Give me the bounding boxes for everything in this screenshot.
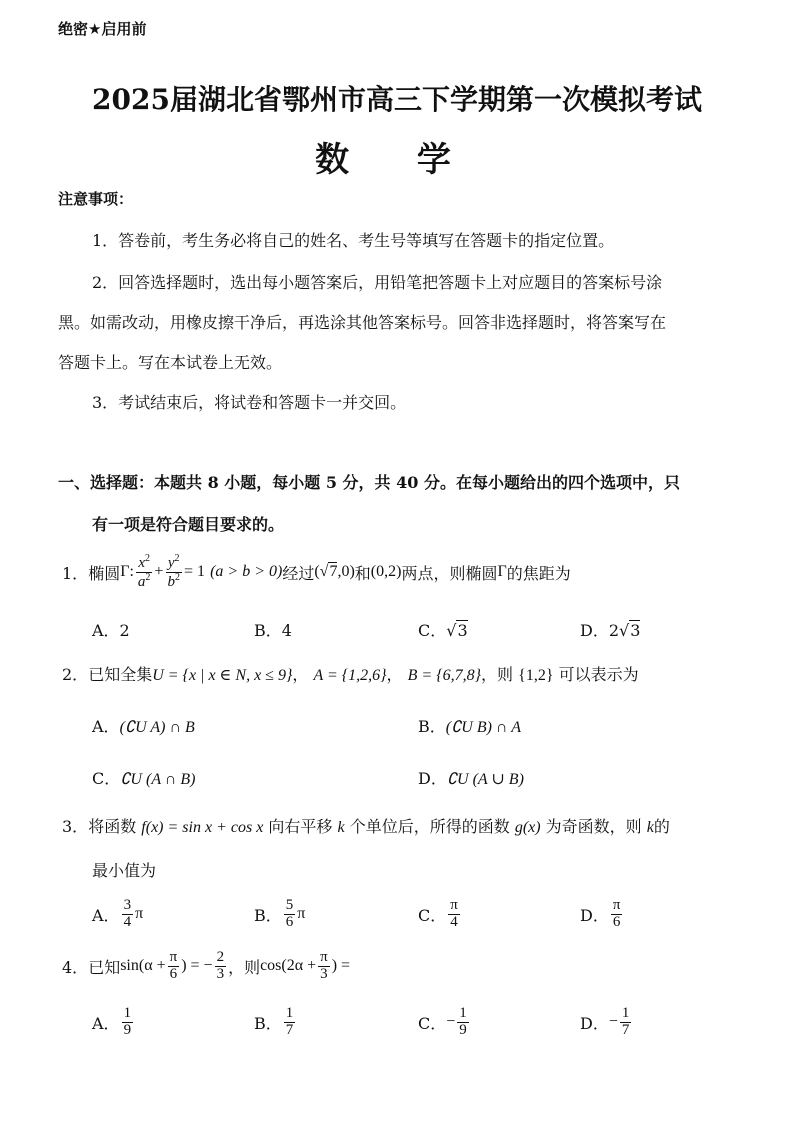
- question-1-number: 1．: [62, 563, 89, 583]
- question-4: 4． 已知 sin(α + $\frac{\pi}{6}$ ) = − $\frac{2}{3}$ ，则 cos(2α + $\frac{\pi}{3}$ ) =: [62, 949, 351, 982]
- point-1: (√7,0): [314, 563, 355, 581]
- q2-option-a: A．(∁U A) ∩ B: [92, 717, 195, 736]
- x-exp: 2: [144, 553, 150, 564]
- q1-option-d: D．2√3: [580, 621, 641, 640]
- question-1: 1． 椭圆 Γ: $\frac{x^2}{a^2}$ + $\frac{y^2}{b^2}$ = 1 (a > b > 0) 经过 (√7,0) 和 (0,2) 两点，则椭圆 Γ 的焦距为: [62, 553, 571, 590]
- q3-option-d: D． $\frac{\pi}{6}$: [580, 897, 621, 930]
- notice-item-3: 3．考试结束后，将试卷和答题卡一并交回。: [92, 393, 407, 412]
- notice-item-1: 1．答卷前，考生务必将自己的姓名、考生号等填写在答题卡的指定位置。: [92, 231, 615, 250]
- q1-option-b: B．4: [254, 621, 292, 640]
- q4-option-c: C． − $\frac{1}{9}$: [418, 1005, 467, 1038]
- q2-option-c: C．∁U (A ∩ B): [92, 769, 196, 788]
- question-1-tail-2: 的焦距为: [506, 563, 571, 583]
- var-k-2: k: [646, 819, 654, 836]
- notice-item-2-line-3: 答题卡上。写在本试卷上无效。: [58, 353, 283, 372]
- subject-title: 数 学: [315, 140, 479, 180]
- q4-option-a: A． $\frac{1}{9}$: [92, 1005, 132, 1038]
- q4-option-d: D． − $\frac{1}{7}$: [580, 1005, 630, 1038]
- ellipse-condition: (a > b > 0): [210, 563, 283, 581]
- set-a: A = {1,2,6}: [313, 667, 387, 684]
- q4-option-b: B． $\frac{1}{7}$: [254, 1005, 294, 1038]
- exam-title: 2025届湖北省鄂州市高三下学期第一次模拟考试: [92, 83, 702, 116]
- q2-option-b: B．(∁U B) ∩ A: [418, 717, 521, 736]
- cos-expression: cos(2α +: [260, 957, 317, 975]
- q1-option-c: C．√3: [418, 621, 468, 640]
- var-k: k: [337, 819, 345, 836]
- function-g: g(x): [514, 819, 541, 836]
- fraction-x2-a2: [136, 554, 153, 591]
- a-exp: 2: [145, 571, 151, 583]
- y-exp: 2: [174, 553, 180, 564]
- set-b: B = {6,7,8}: [407, 667, 482, 684]
- a-var: a: [137, 573, 146, 590]
- ellipse-gamma-2: Γ: [497, 563, 507, 581]
- y-var: y: [167, 555, 175, 571]
- q3-option-a: A． $\frac{3}{4}$ π: [92, 897, 144, 930]
- notice-heading: 注意事项：: [58, 190, 134, 208]
- ellipse-gamma: Γ:: [120, 563, 134, 581]
- question-3-line-1: 3．将函数 f(x) = sin x + cos x 向右平移 k 个单位后，所得的函数 g(x) 为奇函数，则 k的: [62, 817, 670, 836]
- b-var: b: [167, 573, 175, 590]
- point-2: (0,2): [370, 563, 402, 581]
- notice-item-2-line-1: 2．回答选择题时，选出每小题答案后，用铅笔把答题卡上对应题目的答案标号涂: [92, 273, 663, 292]
- q3-option-c: C． $\frac{\pi}{4}$: [418, 897, 458, 930]
- question-1-text-pre: 椭圆: [88, 563, 121, 583]
- sin-expression: sin(α +: [120, 957, 166, 975]
- fraction-y2-b2: [165, 554, 182, 591]
- q3-option-b: B． $\frac{5}{6}$ π: [254, 897, 306, 930]
- passes-text: 经过: [282, 563, 315, 583]
- x-var: x: [138, 555, 145, 571]
- equals-one: = 1: [183, 563, 205, 581]
- section-1-heading-line-2: 有一项是符合题目要求的。: [92, 515, 285, 534]
- question-3-line-2: 最小值为: [92, 861, 157, 880]
- question-4-number: 4．: [62, 957, 89, 977]
- question-2-text-3: 可以表示为: [558, 665, 639, 684]
- set-1-2: {1,2}: [518, 667, 554, 684]
- question-2-text-1: 已知全集: [88, 665, 153, 684]
- q2-option-d: D．∁U (A ∪ B): [418, 769, 524, 788]
- set-u: U = {x | x ∈ N, x ≤ 9}: [152, 667, 293, 684]
- question-3-number: 3．: [62, 817, 89, 836]
- notice-item-2-line-2: 黑。如需改动，用橡皮擦干净后，再选涂其他答案标号。回答非选择题时，将答案写在: [58, 313, 667, 332]
- question-2: 2．已知全集U = {x | x ∈ N, x ≤ 9}， A = {1,2,6}， B = {6,7,8}，则 {1,2} 可以表示为: [62, 665, 639, 684]
- and-text: 和: [354, 563, 371, 583]
- question-2-text-2: ，则: [481, 665, 514, 684]
- q1-option-a: A．2: [92, 621, 130, 640]
- question-2-number: 2．: [62, 665, 89, 684]
- function-f: f(x) = sin x + cos x: [141, 819, 264, 836]
- question-1-tail: 两点，则椭圆: [401, 563, 498, 583]
- section-1-heading-line-1: 一、选择题：本题共 8 小题，每小题 5 分，共 40 分。在每小题给出的四个选项中，只: [58, 473, 680, 492]
- b-exp: 2: [174, 571, 180, 583]
- secret-label: 绝密★启用前: [58, 20, 147, 38]
